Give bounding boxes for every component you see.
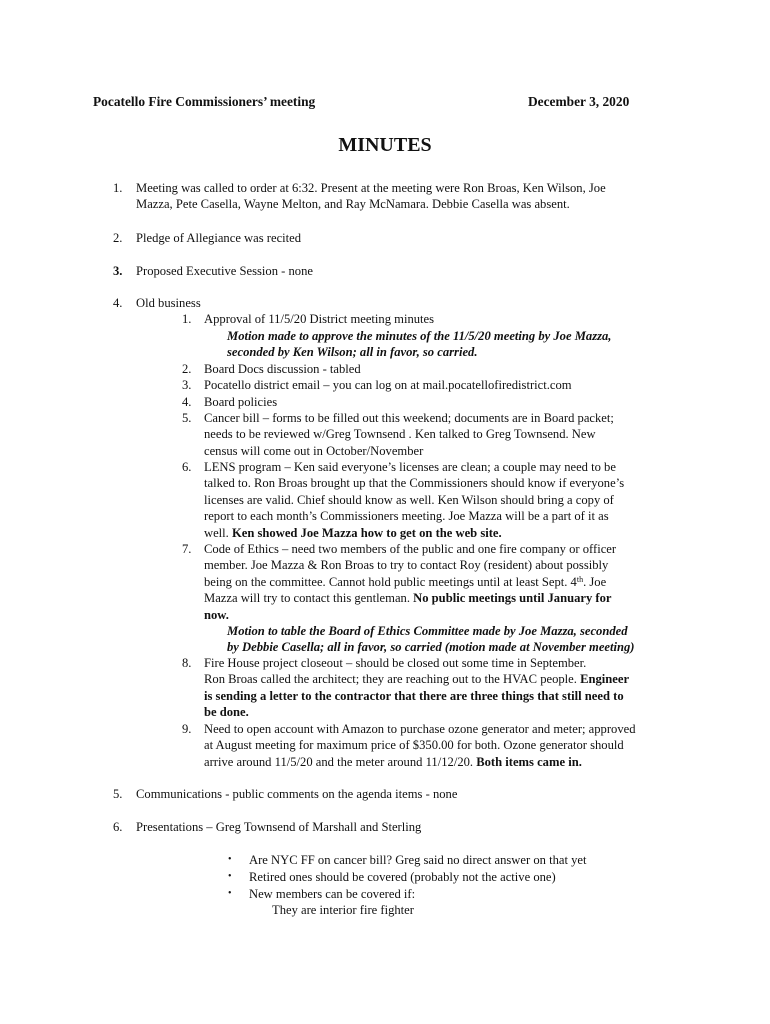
item-text: Communications - public comments on the agenda items - none — [136, 787, 458, 801]
meeting-title: Pocatello Fire Commissioners’ meeting — [93, 94, 316, 109]
motion-text — [227, 328, 611, 361]
item-text-line: Mazza, Pete Casella, Wayne Melton, and Ray McNamara. Debbie Casella was absent. — [136, 197, 570, 212]
text-line: licenses are valid. Chief should know as well. Ken Wilson should bring a copy of — [204, 492, 614, 507]
sub-item-text: Pocatello district email – you can log on at mail.pocatellofiredistrict.com — [204, 378, 572, 392]
bullet-icon: • — [228, 888, 232, 899]
bullet-text: New members can be covered if: — [249, 887, 416, 901]
item-text: Old business — [136, 296, 201, 310]
bold-note: Both items came in. — [476, 754, 582, 769]
bullet-icon: • — [228, 854, 232, 865]
text-segment: . Joe — [583, 574, 607, 589]
sub-item-text — [204, 459, 624, 541]
sub-item-number: 2. — [182, 362, 192, 376]
text-line: LENS program – Ken said everyone’s licenses are clean; a couple may need to be — [204, 460, 616, 474]
item-text-line: Meeting was called to order at 6:32. Present at the meeting were Ron Broas, Ken Wilson, Joe — [136, 181, 606, 195]
text-line — [204, 590, 616, 606]
motion-line: by Debbie Casella; all in favor, so carried (motion made at November meeting) — [227, 640, 635, 655]
motion-line: seconded by Ken Wilson; all in favor, so carried. — [227, 345, 478, 360]
item-text: Pledge of Allegiance was recited — [136, 231, 302, 245]
sub-item-text — [204, 541, 616, 623]
sub-item-number: 1. — [182, 312, 192, 326]
item-text: Proposed Executive Session - none — [136, 264, 313, 278]
text-line: member. Joe Mazza & Ron Broas to try to contact Roy (resident) about possibly — [204, 558, 609, 573]
meeting-date: December 3, 2020 — [528, 94, 630, 109]
text-line — [204, 671, 629, 687]
motion-line: Motion made to approve the minutes of the 11/5/20 meeting by Joe Mazza, — [227, 329, 612, 343]
bold-note: No public meetings until January for — [413, 591, 612, 606]
text-line — [204, 754, 636, 770]
motion-text — [227, 623, 635, 656]
sub-item-text: Board policies — [204, 395, 278, 409]
text-segment: arrive around 11/5/20 and the meter around 11/12/20. — [204, 754, 477, 769]
sub-item-number: 7. — [182, 542, 192, 556]
text-line — [204, 574, 616, 590]
sub-item-text — [204, 655, 629, 721]
item-number: 5. — [113, 787, 123, 801]
item-number: 1. — [113, 181, 123, 195]
bold-note: Ken showed Joe Mazza how to get on the web site. — [231, 525, 502, 540]
item-number: 3. — [113, 264, 123, 278]
superscript: th — [576, 574, 584, 584]
item-number: 6. — [113, 820, 123, 834]
sub-item-number: 9. — [182, 722, 192, 736]
sub-item-text: Approval of 11/5/20 District meeting minutes — [204, 312, 435, 326]
bold-note: be done. — [204, 705, 249, 720]
text-line: Code of Ethics – need two members of the public and one fire company or officer — [204, 542, 617, 556]
bold-note: now. — [204, 607, 229, 622]
sub-note: They are interior fire fighter — [272, 903, 414, 917]
item-number: 2. — [113, 231, 123, 245]
text-segment: being on the committee. Cannot hold public meetings until at least Sept. 4 — [204, 574, 577, 589]
page-title: MINUTES — [338, 134, 432, 156]
text-segment: Mazza will try to contact this gentleman. — [204, 591, 414, 606]
text-line: census will come out in October/November — [204, 443, 424, 458]
sub-item-number: 5. — [182, 411, 192, 425]
sub-item-number: 8. — [182, 656, 192, 670]
text-line: Cancer bill – forms to be filled out this weekend; documents are in Board packet; — [204, 411, 614, 425]
item-text: Presentations – Greg Townsend of Marshall and Sterling — [136, 820, 422, 834]
item-number: 4. — [113, 296, 123, 310]
sub-item-text: Board Docs discussion - tabled — [204, 362, 361, 376]
text-line: Need to open account with Amazon to purchase ozone generator and meter; approved — [204, 722, 636, 736]
text-segment: well. — [204, 525, 232, 540]
sub-item-number: 3. — [182, 378, 192, 392]
text-line: talked to. Ron Broas brought up that the Commissioners should know if everyone’s — [204, 476, 625, 491]
bullet-text: Are NYC FF on cancer bill? Greg said no direct answer on that yet — [249, 853, 587, 867]
text-segment: Ron Broas called the architect; they are reaching out to the HVAC people. — [204, 672, 581, 687]
bullet-text: Retired ones should be covered (probably not the active one) — [249, 870, 556, 884]
bold-note: is sending a letter to the contractor that there are three things that still need to — [204, 688, 624, 703]
bullet-icon: • — [228, 871, 232, 882]
text-line: at August meeting for maximum price of $350.00 for both. Ozone generator should — [204, 738, 624, 753]
sub-item-number: 6. — [182, 460, 192, 474]
motion-line: Motion to table the Board of Ethics Committee made by Joe Mazza, seconded — [227, 624, 628, 638]
text-line — [204, 525, 624, 541]
bold-note: Engineer — [580, 672, 630, 687]
text-line: Fire House project closeout – should be closed out some time in September. — [204, 656, 587, 670]
sub-item-text — [204, 410, 614, 459]
sub-item-text — [204, 721, 636, 770]
text-line: needs to be reviewed w/Greg Townsend . Ken talked to Greg Townsend. New — [204, 427, 596, 442]
text-line: report to each month’s Commissioners meeting. Joe Mazza will be a part of it as — [204, 509, 609, 524]
sub-item-number: 4. — [182, 395, 192, 409]
